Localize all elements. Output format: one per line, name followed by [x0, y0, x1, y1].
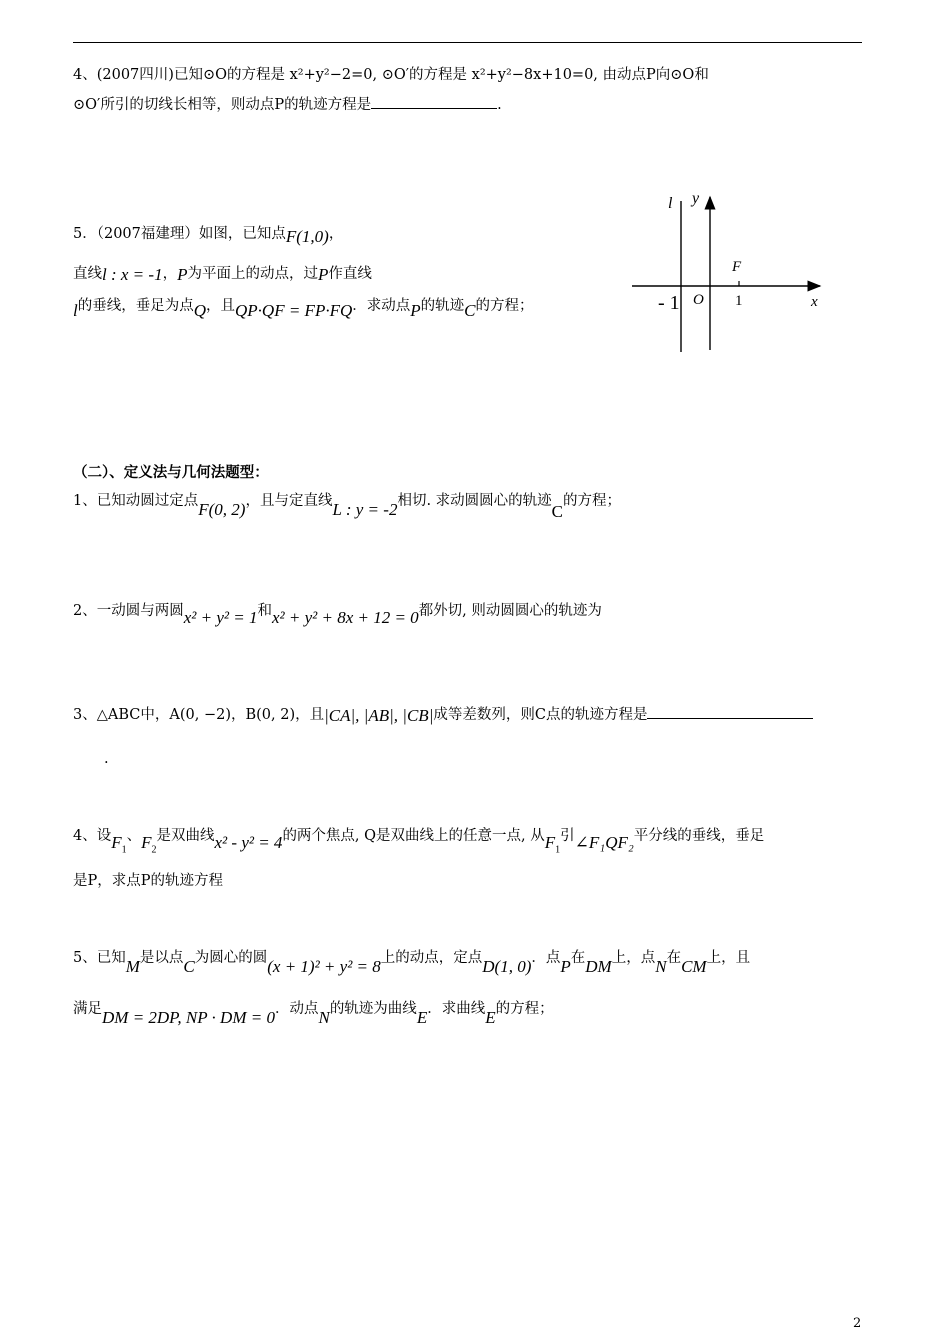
problem-4-line-1 — [73, 64, 709, 86]
s2-problem-2: 2、一动圆与两圆x² + y² = 1和x² + y² + 8x + 12 = 0都外切, 则动圆圆心的轨迹为 — [73, 603, 602, 627]
page-number: 2 — [853, 1316, 862, 1331]
problem-4-text-2: ⊙O′所引的切线长相等，则动点P的轨迹方程是 — [73, 97, 372, 113]
answer-blank[interactable] — [647, 702, 813, 719]
section-2-title: （二）、定义法与几何法题型： — [73, 464, 269, 481]
s2-problem-5-line-2: 满足DM = 2DP, NP · DM = 0．动点N的轨迹为曲线E．求曲线E的方程； — [73, 1001, 554, 1027]
label-l: l — [668, 195, 673, 212]
problem-5-line-3: l的垂线，垂足为点Q，且QP·QF = FP·FQ．求动点P的轨迹C的方程； — [73, 298, 534, 320]
s2-problem-4-line-2: 是P，求点P的轨迹方程 — [73, 873, 224, 889]
label-y: y — [692, 190, 700, 207]
problem-5-line-2: 直线l : x = -1，P为平面上的动点，过P作直线 — [73, 265, 372, 284]
answer-blank[interactable] — [371, 92, 497, 109]
label-neg-one: - 1 — [658, 292, 680, 314]
coordinate-figure — [620, 185, 830, 360]
problem-4-line-2: ⊙O′所引的切线长相等，则动点P的轨迹方程是 . — [73, 92, 502, 116]
math-vector-condition: QP·QF = FP·FQ — [235, 301, 353, 320]
s2-problem-3: 3、△ABC中，A(0, −2)，B(0, 2)，且|CA|, |AB|, |CB|成等差数列，则C点的轨迹方程是 — [73, 702, 813, 726]
math-F-point: F(1,0) — [285, 227, 329, 246]
problem-5-line-1: 5．（2007福建理）如图，已知点F(1,0)， — [73, 226, 344, 246]
s2-problem-3-end: . — [104, 751, 109, 767]
s2-problem-4-line-1: 4、设$F_1$、$F_2$是双曲线x² - y² = 4的两个焦点, Q是双曲线上的任意一点, 从$F_1$引∠F₁QF₂平分线的垂线，垂足 — [73, 828, 765, 856]
label-O: O — [693, 292, 704, 308]
label-F: F — [732, 259, 742, 275]
label-x: x — [811, 294, 818, 310]
s2-problem-1: 1、已知动圆过定点F(0, 2)，且与定直线L : y = -2相切. 求动圆圆心的轨迹C的方程； — [73, 493, 622, 521]
math-line-l: l : x = -1 — [102, 265, 163, 284]
header-rule — [73, 42, 862, 43]
label-one: 1 — [735, 293, 743, 309]
s2-problem-5-line-1: 5、已知M是以点C为圆心的圆(x + 1)² + y² = 8上的动点，定点D(1, 0)．点P在DM上，点N在CM上，且 — [73, 950, 751, 976]
problem-4-text-1: 4、(2007四川)已知⊙O的方程是 x²+y²−2=0, ⊙O′的方程是 x²+y²−8x+10=0, 由动点P向⊙O和 — [73, 67, 709, 83]
